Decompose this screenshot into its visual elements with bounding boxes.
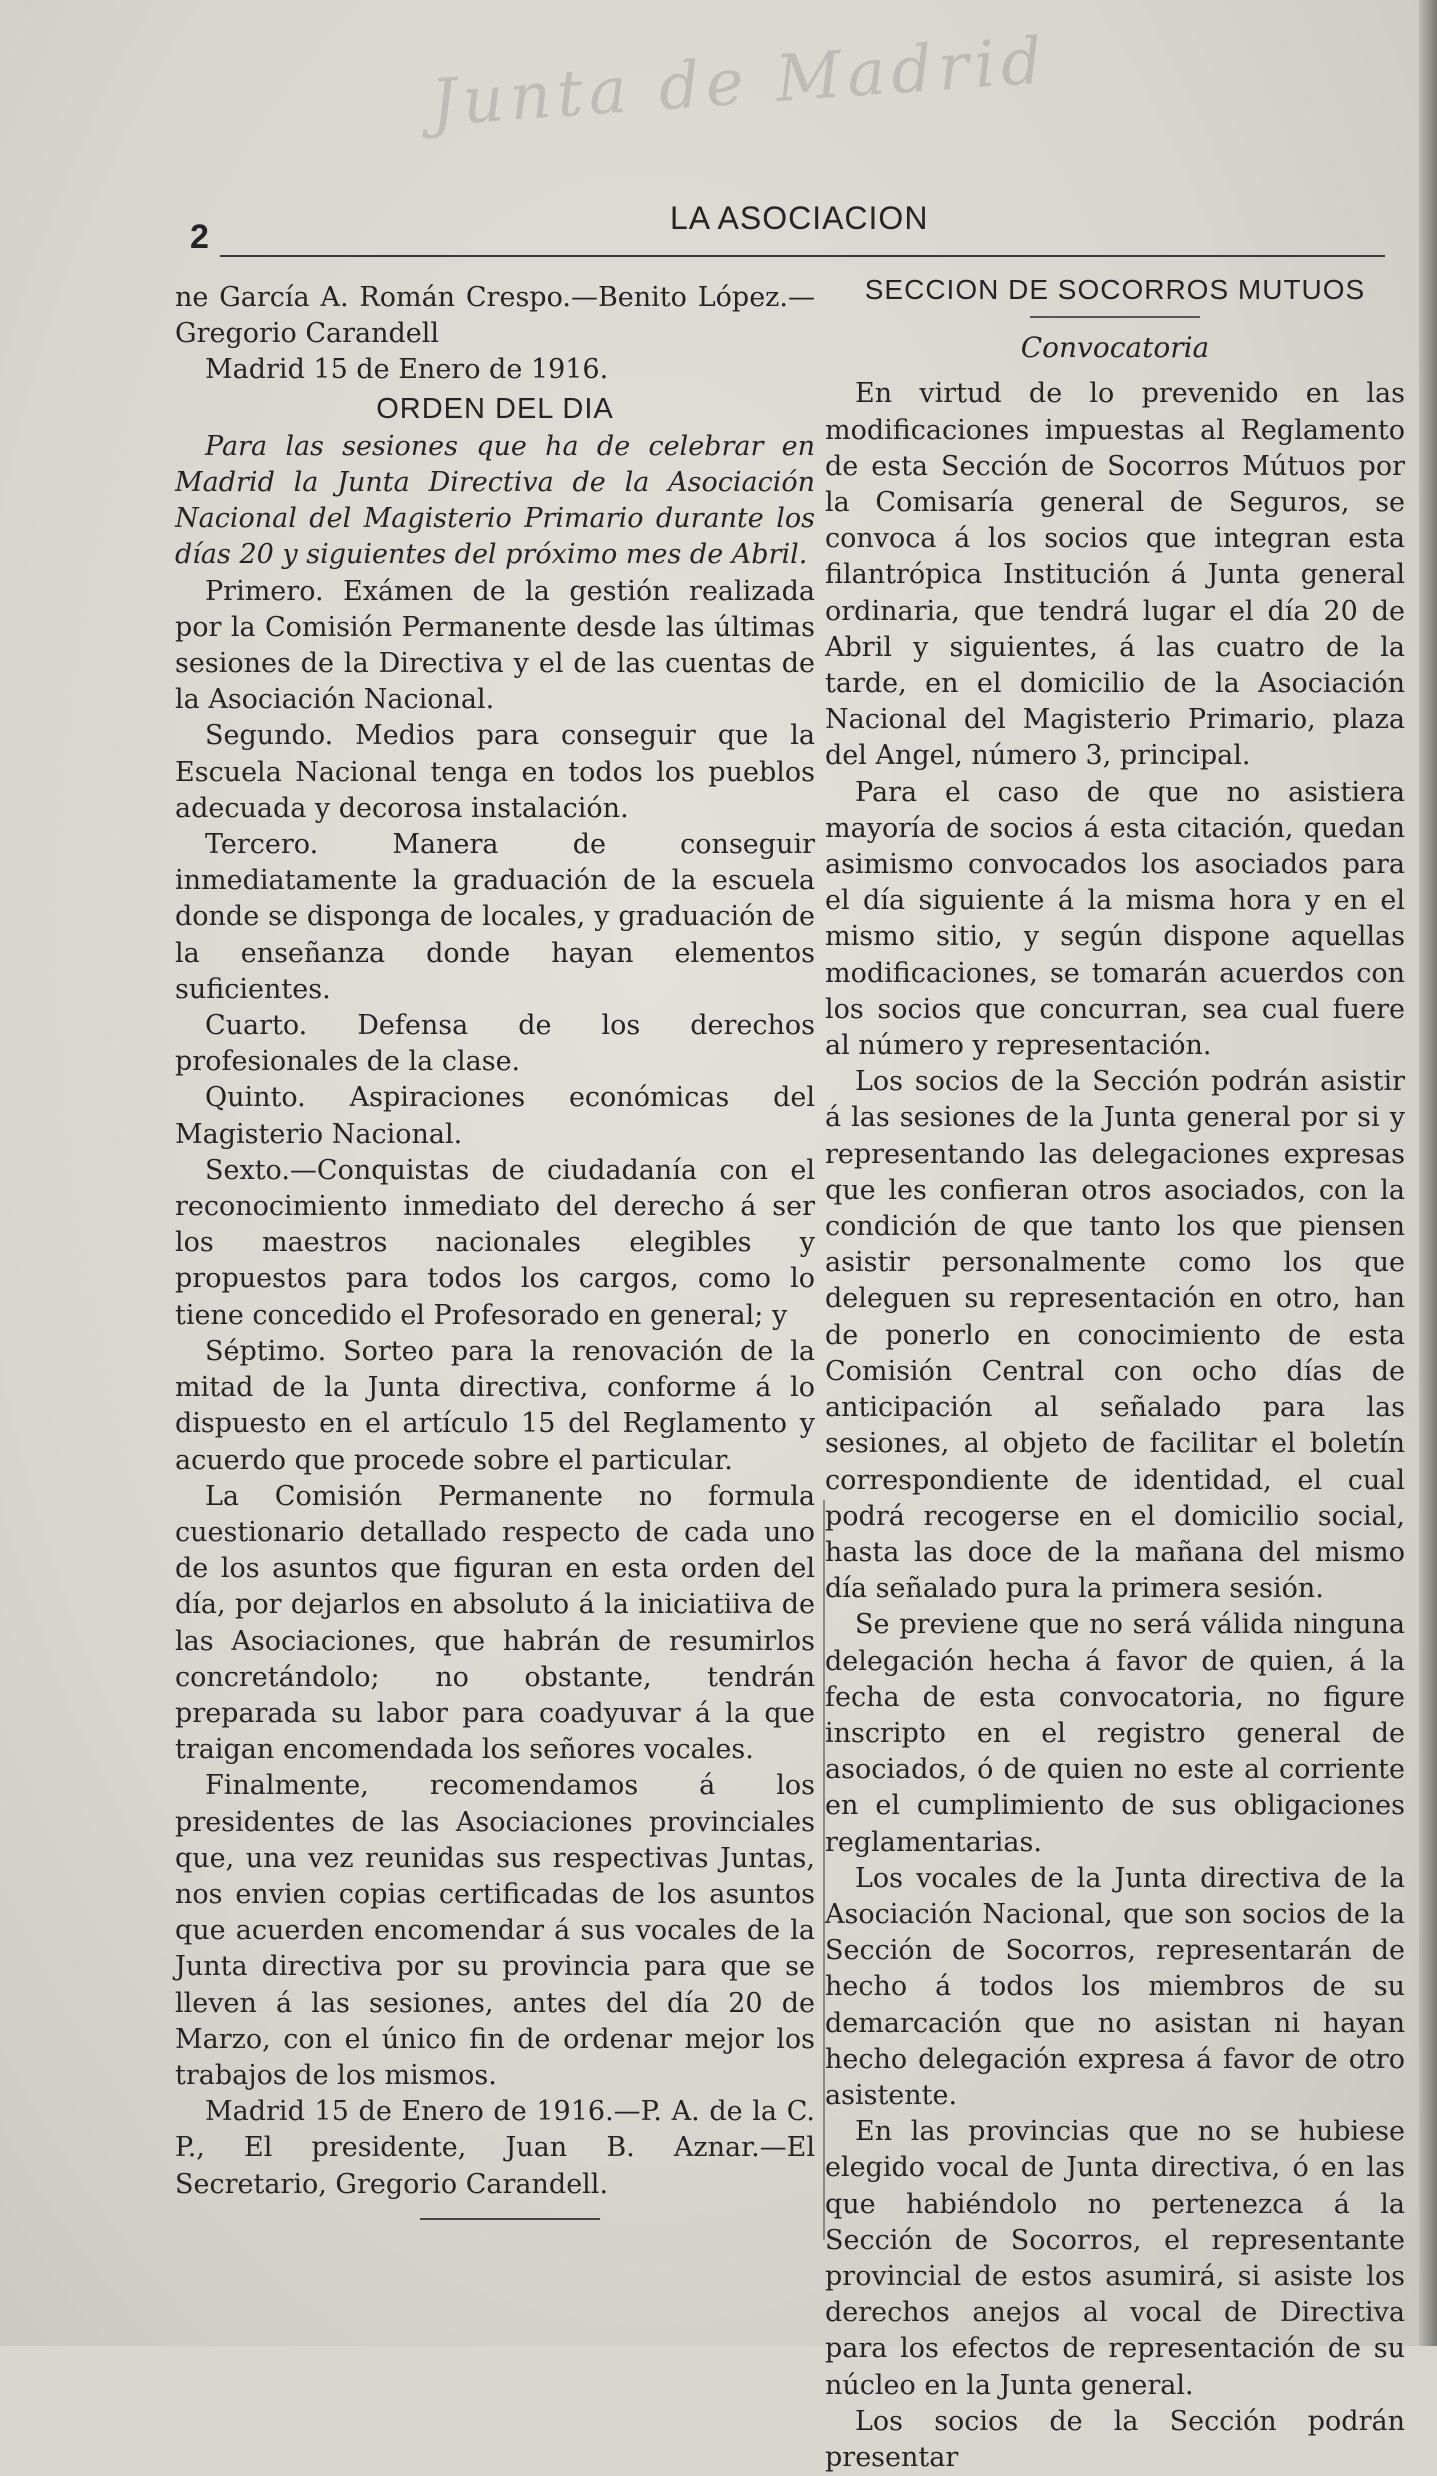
agenda-item: Sexto.—Conquistas de ciudadanía con el reconocimiento inmediato del derecho á ser los maestros nacionales elegibles y propuestos para todos los cargos, como lo tiene concedido el Profesorado en general; y [175,1154,815,1331]
agenda-item: Séptimo. Sorteo para la renovación de la mitad de la Junta directiva, conforme á lo dispuesto en el artículo 15 del Reglamento y acuerdo que procede sobre el particular. [175,1335,815,1476]
right-column [825,272,1405,2476]
running-title: LA ASOCIACION [670,200,929,236]
left-column [175,280,815,2203]
page-edge-shadow [1419,0,1437,2346]
convocatoria-subtitle: Convocatoria [1020,331,1210,365]
page-header [190,200,1385,260]
page-number: 2 [190,218,209,256]
body-paragraph: En las provincias que no se hubiese elegido vocal de Junta directiva, ó en las que habiéndolo no pertenezca á la Sección de Socorros, el representante provincial de estos asumirá, si asiste los derechos anejos al vocal de Directiva para los efectos de representación de su núcleo en la Junta general. [825,2116,1405,2401]
opening-signatures: ne García A. Román Crespo.—Benito López.—Gregorio Carandell [175,282,815,350]
body-paragraph: La Comisión Permanente no formula cuestionario detallado respecto de cada uno de los asuntos que figuran en esta orden del día, por dejarlos en absoluto á la iniciatiiva de las Asociaciones, que habrán de resumirlos concretándolo; no obstante, tendrán preparada su labor para coadyuvar á la que traigan encomendada los señores vocales. [175,1480,815,1766]
header-rule [220,255,1385,257]
body-paragraph: Los socios de la Sección podrán asistir á las sesiones de la Junta general por si y representando las delegaciones expresas que les confieran otros asociados, con la condición de que tanto los que piensen asistir personalmente como los que deleguen su representación en otro, han de ponerlo en conocimiento de esta Comisión Central con ocho días de anticipación al señalado para las sesiones, al objeto de facilitar el boletín correspondiente de identidad, el cual podrá recogerse en el domicilio social, hasta las doce de la mañana del mismo día señalado pura la primera sesión. [825,1066,1405,1605]
body-paragraph: Finalmente, recomendamos á los presidentes de las Asociaciones provinciales que, una vez reunidas sus respectivas Juntas, nos envien copias certificadas de los asuntos que acuerden encomendar á sus vocales de la Junta directiva por su provincia para que se lleven á las sesiones, antes del día 20 de Marzo, con el único fin de ordenar mejor los trabajos de los mismos. [175,1770,815,2091]
end-rule [420,2218,600,2220]
order-intro: Para las sesiones que ha de celebrar en Madrid la Junta Directiva de la Asociación Nacional del Magisterio Primario durante los días 20 y siguientes del próximo mes de Abril. [175,430,815,571]
section-title: SECCION DE SOCORROS MUTUOS [864,274,1366,305]
body-paragraph: Para el caso de que no asistiera mayoría de socios á esta citación, quedan asimismo convocados los asociados para el día siguiente á la misma hora y en el mismo sitio, y según dispone aquellas modificaciones, se tomarán acuerdos con los socios que concurran, sea cual fuere al número y representación. [825,776,1405,1062]
body-paragraph: Los vocales de la Junta directiva de la Asociación Nacional, que son socios de la Sección de Socorros, representarán de hecho á todos los miembros de su demarcación que no asistan ni hayan hecho delegación expresa á favor de otro asistente. [825,1862,1405,2111]
section-rule [1030,316,1200,318]
show-through-handwriting: Junta de Madrid [428,24,1051,142]
body-paragraph: Los socios de la Sección podrán presentar [825,2405,1405,2473]
date-line-top: Madrid 15 de Enero de 1916. [205,354,609,386]
agenda-item: Segundo. Medios para conseguir que la Escuela Nacional tenga en todos los pueblos adecuada y decorosa instalación. [175,720,815,824]
body-paragraph: Se previene que no será válida ninguna delegación hecha á favor de quien, á la fecha de esta convocatoria, no figure inscripto en el registro general de asociados, ó de quien no este al corriente en el cumplimiento de sus obligaciones reglamentarias. [825,1609,1405,1858]
body-paragraph: En virtud de lo prevenido en las modificaciones impuestas al Reglamento de esta Sección de Socorros Mútuos por la Comisaría general de Seguros, se convoca á los socios que integran esta filantrópica Institución á Junta general ordinaria, que tendrá lugar el día 20 de Abril y siguientes, á las cuatro de la tarde, en el domicilio de la Asociación Nacional del Magisterio Primario, plaza del Angel, número 3, principal. [825,378,1405,772]
closing-signature: Madrid 15 de Enero de 1916.—P. A. de la C. P., El presidente, Juan B. Aznar.—El Secretario, Gregorio Carandell. [175,2096,815,2200]
agenda-item: Cuarto. Defensa de los derechos profesionales de la clase. [175,1010,815,1078]
agenda-item: Quinto. Aspiraciones económicas del Magisterio Nacional. [175,1082,815,1150]
agenda-item: Primero. Exámen de la gestión realizada por la Comisión Permanente desde las últimas sesiones de la Directiva y el de las cuentas de la Asociación Nacional. [175,575,815,716]
order-title: ORDEN DEL DIA [376,392,614,425]
agenda-item: Tercero. Manera de conseguir inmediatamente la graduación de la escuela donde se disponga de locales, y graduación de la enseñanza donde hayan elementos suficientes. [175,829,815,1005]
